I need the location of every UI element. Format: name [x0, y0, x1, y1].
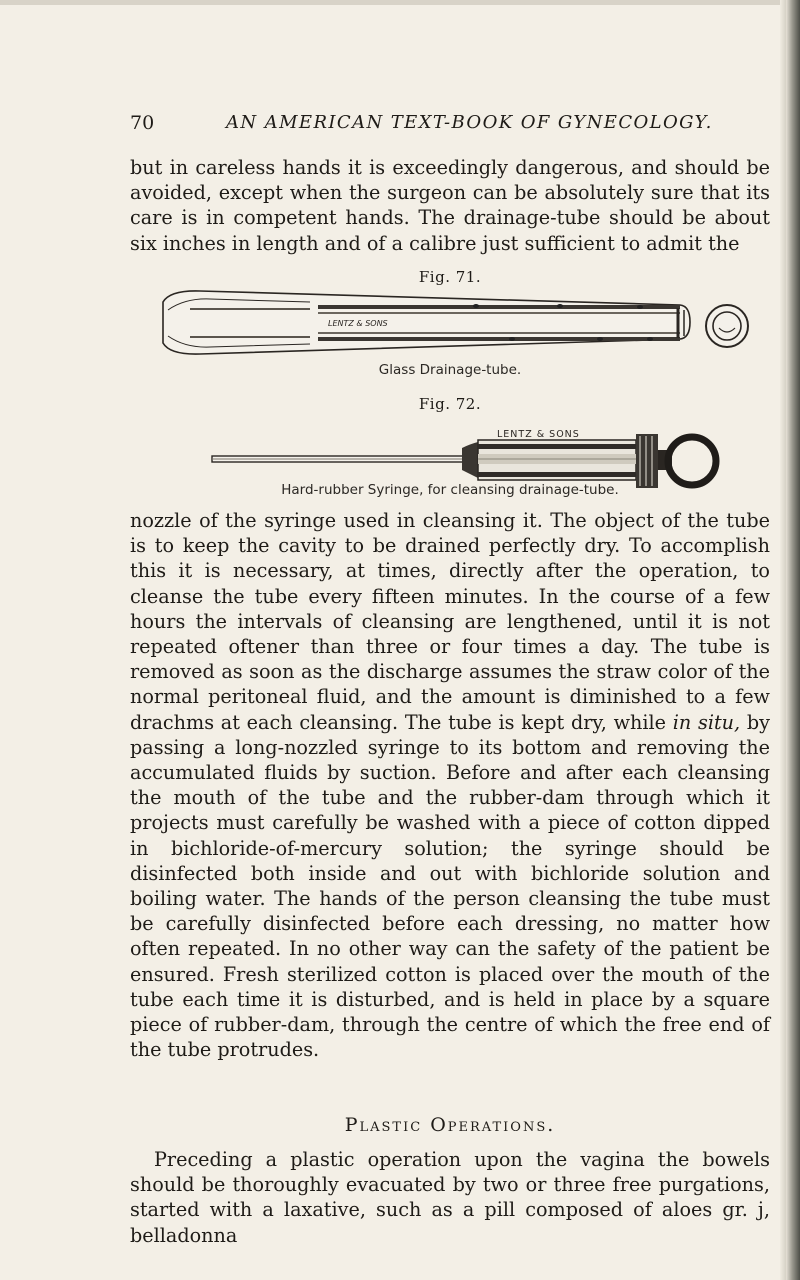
paragraph-2-text-start: nozzle of the syringe used in cleansing it. The object of the tube is to keep the cavity to be drained perfectly dry. To accomplish this it is necessary, at times, directly after the operation, to cleanse the tube every fifteen minutes. In the course of a few hours the intervals of cleansing are lengthened, until it is not repeated oftener than three or four times a day. The tube is removed as soon as the discharge assumes the straw color of the normal peritoneal fluid, and the amount is diminished to a few drachms at each cleansing. The tube is kept dry, while	[130, 509, 770, 734]
paragraph-3: Preceding a plastic operation upon the vagina the bowels should be thoroughly evacuated by two or three free purgations, started with a laxative, such as a pill composed of aloes gr. j, belladonna	[130, 1148, 770, 1247]
figure-71-caption: Glass Drainage-tube.	[378, 362, 522, 378]
running-head: AN AMERICAN TEXT-BOOK OF GYNECOLOGY.	[226, 112, 713, 133]
tube-end-view-icon	[706, 305, 748, 347]
paragraph-2	[130, 508, 770, 1062]
paragraph-1: but in careless hands it is exceedingly dangerous, and should be avoided, except when the surgeon can be absolutely sure that its care is in competent hands. The drainage-tube should be about six inches in length and of a calibre just sufficient to admit the	[130, 156, 770, 255]
figure-71-label: Fig. 71.	[418, 268, 482, 286]
figure-72-label: Fig. 72.	[418, 395, 482, 413]
paragraph-2-italic: in situ,	[672, 710, 741, 734]
tube-maker-mark: LENTZ & SONS	[328, 319, 388, 328]
figure-72-caption: Hard-rubber Syringe, for cleansing drainage-tube.	[281, 482, 619, 498]
syringe-finger-ring-icon	[668, 437, 716, 485]
glass-drainage-tube-illustration	[163, 291, 690, 354]
page-number: 70	[130, 112, 155, 134]
section-heading: Plastic Operations.	[344, 1114, 556, 1136]
paragraph-2-text-end: by passing a long-nozzled syringe to its bottom and removing the accumulated fluids by suction. Before and after each cleansing the mouth of the tube and the rubber-dam through which it projects must carefully be washed with a piece of cotton dipped in bichloride-of-mercury solution; the syringe should be disinfected both inside and out with bichloride solution and boiling water. The hands of the person cleansing the tube must be carefully disinfected before each dressing, no matter how often repeated. In no other way can the safety of the patient be ensured. Fresh sterilized cotton is placed over the mouth of the tube each time it is disturbed, and is held in place by a square piece of rubber-dam, through the centre of which the free end of the tube protrudes.	[130, 710, 770, 1062]
syringe-maker-mark: LENTZ & SONS	[497, 429, 580, 440]
hard-rubber-syringe-illustration	[212, 429, 672, 488]
figure-illustrations	[0, 0, 800, 520]
